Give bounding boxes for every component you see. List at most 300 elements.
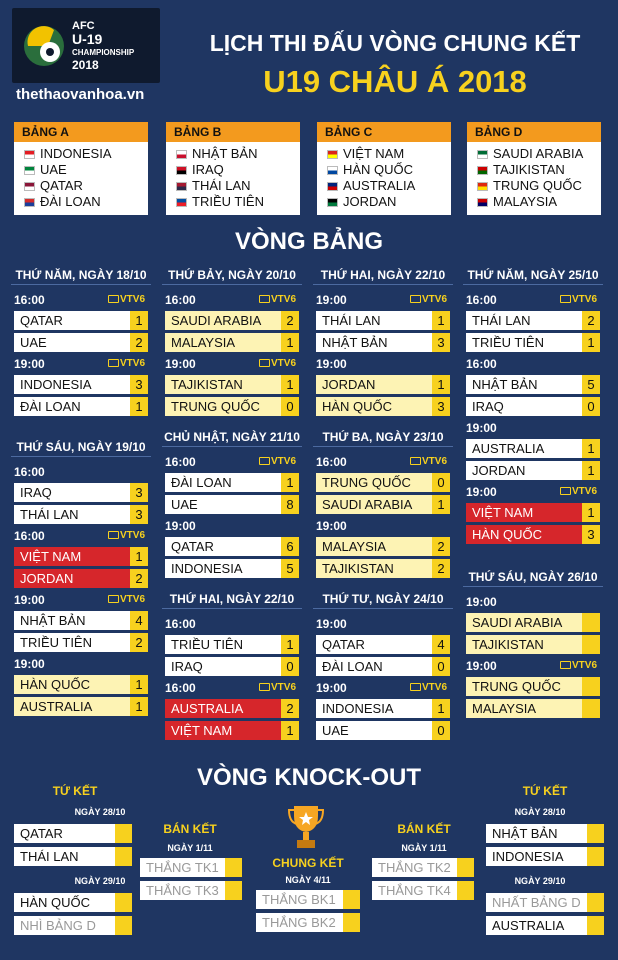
group-box bbox=[166, 122, 300, 215]
knockout-slot bbox=[372, 881, 474, 900]
match-row bbox=[316, 397, 450, 416]
score bbox=[115, 893, 132, 912]
match-row bbox=[165, 397, 299, 416]
team-name: MALAYSIA bbox=[493, 194, 558, 209]
team-name: TAJIKISTAN bbox=[165, 375, 281, 394]
quarterfinal-label: TỨ KẾT bbox=[52, 784, 98, 798]
score: 1 bbox=[432, 699, 450, 718]
match-row bbox=[14, 397, 148, 416]
tv-channel: VTV6 bbox=[560, 294, 597, 305]
tv-channel: VTV6 bbox=[259, 456, 296, 467]
team-name: IRAQ bbox=[192, 162, 224, 177]
match-row bbox=[466, 311, 600, 330]
match-row bbox=[14, 569, 148, 588]
match-date: NGÀY 28/10 bbox=[74, 807, 126, 817]
team-name: TRIỀU TIÊN bbox=[14, 633, 130, 652]
site-name: thethaovanhoa.vn bbox=[16, 86, 145, 103]
flag-icon bbox=[24, 166, 35, 175]
flag-icon bbox=[327, 166, 338, 175]
match-row bbox=[316, 495, 450, 514]
score: 0 bbox=[432, 721, 450, 740]
tv-icon bbox=[108, 295, 119, 303]
match-row bbox=[165, 495, 299, 514]
match-time: 19:00 bbox=[466, 595, 497, 609]
afc-logo bbox=[12, 8, 160, 83]
score: 3 bbox=[130, 483, 148, 502]
tv-channel: VTV6 bbox=[108, 594, 145, 605]
match-time: 16:00 bbox=[316, 455, 347, 469]
tv-channel: VTV6 bbox=[108, 530, 145, 541]
team-name: TRUNG QUỐC bbox=[466, 677, 582, 696]
group-team bbox=[166, 162, 300, 178]
match-row bbox=[14, 675, 148, 694]
match-row bbox=[165, 559, 299, 578]
score: 0 bbox=[432, 657, 450, 676]
team-name: THÁI LAN bbox=[316, 311, 432, 330]
match-time: 19:00 bbox=[466, 659, 497, 673]
match-row bbox=[14, 333, 148, 352]
knockout-slot bbox=[486, 847, 604, 866]
match-row bbox=[165, 333, 299, 352]
score: 1 bbox=[432, 495, 450, 514]
match-row bbox=[466, 439, 600, 458]
day-header: CHỦ NHẬT, NGÀY 21/10 bbox=[162, 430, 302, 444]
tv-icon bbox=[108, 359, 119, 367]
match-time: 19:00 bbox=[466, 485, 497, 499]
match-row bbox=[165, 657, 299, 676]
score: 3 bbox=[432, 333, 450, 352]
knockout-slot bbox=[486, 824, 604, 843]
team-name: INDONESIA bbox=[316, 699, 432, 718]
team-name: TRIỀU TIÊN bbox=[165, 635, 281, 654]
knockout-slot bbox=[140, 881, 242, 900]
match-row bbox=[316, 473, 450, 492]
tv-channel: VTV6 bbox=[108, 294, 145, 305]
score: 2 bbox=[582, 311, 600, 330]
score bbox=[115, 824, 132, 843]
team-name: HÀN QUỐC bbox=[343, 162, 414, 177]
team-name: HÀN QUỐC bbox=[316, 397, 432, 416]
team-name: ĐÀI LOAN bbox=[316, 657, 432, 676]
tv-icon bbox=[259, 457, 270, 465]
tv-icon bbox=[259, 359, 270, 367]
score: 2 bbox=[130, 333, 148, 352]
day-header: THỨ HAI, NGÀY 22/10 bbox=[162, 592, 302, 606]
tv-channel: VTV6 bbox=[560, 486, 597, 497]
group-team bbox=[14, 162, 148, 178]
team-name: JORDAN bbox=[343, 194, 397, 209]
team-name: VIỆT NAM bbox=[165, 721, 281, 740]
quarterfinal-label: TỨ KẾT bbox=[522, 784, 568, 798]
score: 1 bbox=[432, 375, 450, 394]
match-row bbox=[466, 503, 600, 522]
team-name: NHẬT BẢN bbox=[192, 146, 258, 161]
score: 0 bbox=[432, 473, 450, 492]
team-name: SAUDI ARABIA bbox=[466, 613, 582, 632]
score: 3 bbox=[130, 505, 148, 524]
team-name: QATAR bbox=[165, 537, 281, 556]
match-time: 16:00 bbox=[14, 293, 45, 307]
team-name: AUSTRALIA bbox=[343, 178, 416, 193]
flag-icon bbox=[327, 198, 338, 207]
match-row bbox=[14, 547, 148, 566]
score: 1 bbox=[281, 375, 299, 394]
football-icon bbox=[20, 16, 68, 76]
score bbox=[115, 847, 132, 866]
team-name: QATAR bbox=[40, 178, 83, 193]
knockout-slot bbox=[14, 824, 132, 843]
tv-icon bbox=[560, 661, 571, 669]
score bbox=[582, 635, 600, 654]
match-row bbox=[466, 677, 600, 696]
group-team bbox=[467, 146, 601, 162]
team-name: THÁI LAN bbox=[192, 178, 251, 193]
tv-icon bbox=[410, 683, 421, 691]
match-time: 19:00 bbox=[165, 519, 196, 533]
group-team bbox=[317, 162, 451, 178]
match-row bbox=[466, 461, 600, 480]
match-date: NGÀY 29/10 bbox=[74, 876, 126, 886]
match-row bbox=[165, 635, 299, 654]
team-name: THẮNG TK4 bbox=[372, 881, 457, 900]
score: 1 bbox=[582, 333, 600, 352]
score: 1 bbox=[130, 697, 148, 716]
team-name: THẮNG TK2 bbox=[372, 858, 457, 877]
score: 1 bbox=[281, 721, 299, 740]
day-header: THỨ SÁU, NGÀY 19/10 bbox=[11, 440, 151, 454]
score: 1 bbox=[130, 311, 148, 330]
team-name: TAJIKISTAN bbox=[493, 162, 565, 177]
team-name: UAE bbox=[165, 495, 281, 514]
match-row bbox=[14, 633, 148, 652]
match-time: 19:00 bbox=[165, 357, 196, 371]
team-name: AUSTRALIA bbox=[466, 439, 582, 458]
team-name: INDONESIA bbox=[486, 847, 587, 866]
score: 4 bbox=[432, 635, 450, 654]
tv-channel: VTV6 bbox=[108, 358, 145, 369]
day-header: THỨ HAI, NGÀY 22/10 bbox=[313, 268, 453, 282]
tv-channel: VTV6 bbox=[259, 294, 296, 305]
tv-channel: VTV6 bbox=[259, 358, 296, 369]
score: 4 bbox=[130, 611, 148, 630]
team-name: THẮNG BK2 bbox=[256, 913, 343, 932]
group-team bbox=[14, 194, 148, 210]
score: 0 bbox=[281, 657, 299, 676]
tv-channel: VTV6 bbox=[410, 456, 447, 467]
score: 1 bbox=[281, 333, 299, 352]
team-name: QATAR bbox=[14, 311, 130, 330]
score: 6 bbox=[281, 537, 299, 556]
day-header: THỨ NĂM, NGÀY 25/10 bbox=[463, 268, 603, 282]
team-name: NHẬT BẢN bbox=[466, 375, 582, 394]
knockout-slot bbox=[486, 893, 604, 912]
knockout-slot bbox=[486, 916, 604, 935]
score bbox=[582, 699, 600, 718]
flag-icon bbox=[176, 166, 187, 175]
tv-channel: VTV6 bbox=[410, 682, 447, 693]
score bbox=[457, 858, 474, 877]
flag-icon bbox=[24, 198, 35, 207]
group-name: BẢNG B bbox=[166, 122, 300, 142]
team-name: QATAR bbox=[316, 635, 432, 654]
tv-icon bbox=[108, 531, 119, 539]
match-row bbox=[316, 699, 450, 718]
team-name: TRIỀU TIÊN bbox=[192, 194, 264, 209]
team-name: TAJIKISTAN bbox=[316, 559, 432, 578]
match-row bbox=[165, 537, 299, 556]
tv-icon bbox=[560, 295, 571, 303]
flag-icon bbox=[176, 150, 187, 159]
day-header: THỨ SÁU, NGÀY 26/10 bbox=[463, 570, 603, 584]
group-box bbox=[317, 122, 451, 215]
match-time: 19:00 bbox=[316, 681, 347, 695]
team-name: AUSTRALIA bbox=[165, 699, 281, 718]
group-team bbox=[317, 178, 451, 194]
score: 2 bbox=[432, 559, 450, 578]
score: 1 bbox=[582, 439, 600, 458]
flag-icon bbox=[477, 182, 488, 191]
score: 0 bbox=[582, 397, 600, 416]
match-row bbox=[466, 699, 600, 718]
match-row bbox=[14, 311, 148, 330]
match-row bbox=[14, 611, 148, 630]
team-name: INDONESIA bbox=[14, 375, 130, 394]
knockout-slot bbox=[14, 916, 132, 935]
group-team bbox=[166, 146, 300, 162]
match-time: 19:00 bbox=[316, 519, 347, 533]
team-name: THÁI LAN bbox=[14, 505, 130, 524]
team-name: UAE bbox=[316, 721, 432, 740]
match-time: 19:00 bbox=[14, 593, 45, 607]
team-name: VIỆT NAM bbox=[343, 146, 405, 161]
page-subtitle: U19 CHÂU Á 2018 bbox=[263, 64, 527, 99]
score: 1 bbox=[130, 547, 148, 566]
team-name: TRUNG QUỐC bbox=[493, 178, 582, 193]
team-name: MALAYSIA bbox=[466, 699, 582, 718]
match-row bbox=[466, 397, 600, 416]
knockout-slot bbox=[256, 913, 360, 932]
team-name: UAE bbox=[40, 162, 67, 177]
team-name: JORDAN bbox=[466, 461, 582, 480]
score: 1 bbox=[582, 503, 600, 522]
team-name: VIỆT NAM bbox=[466, 503, 582, 522]
match-row bbox=[316, 375, 450, 394]
team-name: NHẬT BẢN bbox=[14, 611, 130, 630]
team-name: AUSTRALIA bbox=[14, 697, 130, 716]
score: 2 bbox=[281, 699, 299, 718]
knockout-slot bbox=[372, 858, 474, 877]
group-team bbox=[166, 194, 300, 210]
score: 1 bbox=[130, 675, 148, 694]
knockout-title: VÒNG KNOCK-OUT bbox=[197, 764, 421, 791]
match-row bbox=[466, 613, 600, 632]
group-box bbox=[467, 122, 601, 215]
match-date: NGÀY 28/10 bbox=[514, 807, 566, 817]
score bbox=[225, 858, 242, 877]
match-row bbox=[14, 505, 148, 524]
match-row bbox=[316, 559, 450, 578]
match-time: 19:00 bbox=[316, 293, 347, 307]
match-row bbox=[316, 333, 450, 352]
day-header: THỨ TƯ, NGÀY 24/10 bbox=[313, 592, 453, 606]
match-date: NGÀY 1/11 bbox=[167, 843, 213, 853]
score: 1 bbox=[281, 473, 299, 492]
match-time: 16:00 bbox=[14, 465, 45, 479]
knockout-slot bbox=[140, 858, 242, 877]
score: 1 bbox=[432, 311, 450, 330]
team-name: THÁI LAN bbox=[466, 311, 582, 330]
group-team bbox=[14, 146, 148, 162]
score bbox=[587, 824, 604, 843]
tv-icon bbox=[410, 457, 421, 465]
match-row bbox=[316, 311, 450, 330]
score: 3 bbox=[130, 375, 148, 394]
team-name: IRAQ bbox=[14, 483, 130, 502]
day-header: THỨ BẢY, NGÀY 20/10 bbox=[162, 268, 302, 282]
group-team bbox=[467, 178, 601, 194]
tv-icon bbox=[560, 487, 571, 495]
team-name: AUSTRALIA bbox=[486, 916, 587, 935]
match-row bbox=[316, 657, 450, 676]
match-date: NGÀY 4/11 bbox=[285, 875, 331, 885]
group-name: BẢNG C bbox=[317, 122, 451, 142]
match-time: 16:00 bbox=[165, 681, 196, 695]
group-team bbox=[317, 146, 451, 162]
match-time: 19:00 bbox=[14, 357, 45, 371]
match-row bbox=[165, 473, 299, 492]
team-name: TRIỀU TIÊN bbox=[466, 333, 582, 352]
score bbox=[343, 890, 360, 909]
match-row bbox=[316, 635, 450, 654]
team-name: THẮNG TK1 bbox=[140, 858, 225, 877]
flag-icon bbox=[24, 150, 35, 159]
flag-icon bbox=[327, 150, 338, 159]
group-team bbox=[467, 162, 601, 178]
score: 1 bbox=[130, 397, 148, 416]
team-name: TRUNG QUỐC bbox=[165, 397, 281, 416]
match-row bbox=[466, 333, 600, 352]
flag-icon bbox=[477, 150, 488, 159]
trophy-icon bbox=[288, 802, 324, 852]
score bbox=[115, 916, 132, 935]
knockout-slot bbox=[14, 847, 132, 866]
match-time: 16:00 bbox=[14, 529, 45, 543]
flag-icon bbox=[327, 182, 338, 191]
day-header: THỨ BA, NGÀY 23/10 bbox=[313, 430, 453, 444]
tv-icon bbox=[259, 295, 270, 303]
team-name: NHẬT BẢN bbox=[316, 333, 432, 352]
team-name: NHÌ BẢNG D bbox=[14, 916, 115, 935]
group-team bbox=[467, 194, 601, 210]
tv-icon bbox=[259, 683, 270, 691]
match-row bbox=[165, 311, 299, 330]
team-name: INDONESIA bbox=[165, 559, 281, 578]
semifinal-label: BÁN KẾT bbox=[397, 822, 451, 836]
score bbox=[587, 916, 604, 935]
final-label: CHUNG KẾT bbox=[272, 856, 344, 870]
group-team bbox=[317, 194, 451, 210]
match-time: 19:00 bbox=[316, 617, 347, 631]
score bbox=[587, 847, 604, 866]
team-name: MALAYSIA bbox=[316, 537, 432, 556]
team-name: SAUDI ARABIA bbox=[493, 146, 584, 161]
group-box bbox=[14, 122, 148, 215]
match-row bbox=[466, 375, 600, 394]
score: 1 bbox=[582, 461, 600, 480]
match-time: 16:00 bbox=[165, 293, 196, 307]
match-row bbox=[165, 721, 299, 740]
match-time: 16:00 bbox=[165, 617, 196, 631]
team-name: INDONESIA bbox=[40, 146, 112, 161]
team-name: ĐÀI LOAN bbox=[14, 397, 130, 416]
match-row bbox=[14, 483, 148, 502]
knockout-slot bbox=[256, 890, 360, 909]
match-date: NGÀY 29/10 bbox=[514, 876, 566, 886]
score bbox=[343, 913, 360, 932]
match-row bbox=[316, 537, 450, 556]
tv-channel: VTV6 bbox=[560, 660, 597, 671]
match-row bbox=[316, 721, 450, 740]
score: 2 bbox=[130, 569, 148, 588]
team-name: ĐÀI LOAN bbox=[40, 194, 101, 209]
group-team bbox=[166, 178, 300, 194]
semifinal-label: BÁN KẾT bbox=[163, 822, 217, 836]
score: 2 bbox=[130, 633, 148, 652]
match-time: 19:00 bbox=[14, 657, 45, 671]
match-time: 19:00 bbox=[466, 421, 497, 435]
score: 0 bbox=[281, 397, 299, 416]
match-row bbox=[14, 375, 148, 394]
group-name: BẢNG D bbox=[467, 122, 601, 142]
team-name: JORDAN bbox=[316, 375, 432, 394]
team-name: MALAYSIA bbox=[165, 333, 281, 352]
match-row bbox=[165, 375, 299, 394]
score bbox=[582, 677, 600, 696]
flag-icon bbox=[24, 182, 35, 191]
score: 8 bbox=[281, 495, 299, 514]
team-name: TRUNG QUỐC bbox=[316, 473, 432, 492]
team-name: NHẬT BẢN bbox=[486, 824, 587, 843]
group-team bbox=[14, 178, 148, 194]
day-header: THỨ NĂM, NGÀY 18/10 bbox=[11, 268, 151, 282]
knockout-slot bbox=[14, 893, 132, 912]
team-name: QATAR bbox=[14, 824, 115, 843]
team-name: THẮNG BK1 bbox=[256, 890, 343, 909]
team-name: HÀN QUỐC bbox=[466, 525, 582, 544]
score: 2 bbox=[432, 537, 450, 556]
team-name: SAUDI ARABIA bbox=[316, 495, 432, 514]
team-name: THÁI LAN bbox=[14, 847, 115, 866]
tv-icon bbox=[410, 295, 421, 303]
team-name: TAJIKISTAN bbox=[466, 635, 582, 654]
group-name: BẢNG A bbox=[14, 122, 148, 142]
flag-icon bbox=[477, 198, 488, 207]
match-row bbox=[14, 697, 148, 716]
team-name: IRAQ bbox=[466, 397, 582, 416]
match-row bbox=[165, 699, 299, 718]
score: 3 bbox=[582, 525, 600, 544]
match-time: 19:00 bbox=[316, 357, 347, 371]
score: 3 bbox=[432, 397, 450, 416]
team-name: ĐÀI LOAN bbox=[165, 473, 281, 492]
group-stage-title: VÒNG BẢNG bbox=[234, 228, 383, 255]
page-title: LỊCH THI ĐẤU VÒNG CHUNG KẾT bbox=[209, 30, 581, 56]
tv-channel: VTV6 bbox=[410, 294, 447, 305]
team-name: SAUDI ARABIA bbox=[165, 311, 281, 330]
flag-icon bbox=[176, 182, 187, 191]
match-time: 16:00 bbox=[466, 293, 497, 307]
match-row bbox=[466, 635, 600, 654]
